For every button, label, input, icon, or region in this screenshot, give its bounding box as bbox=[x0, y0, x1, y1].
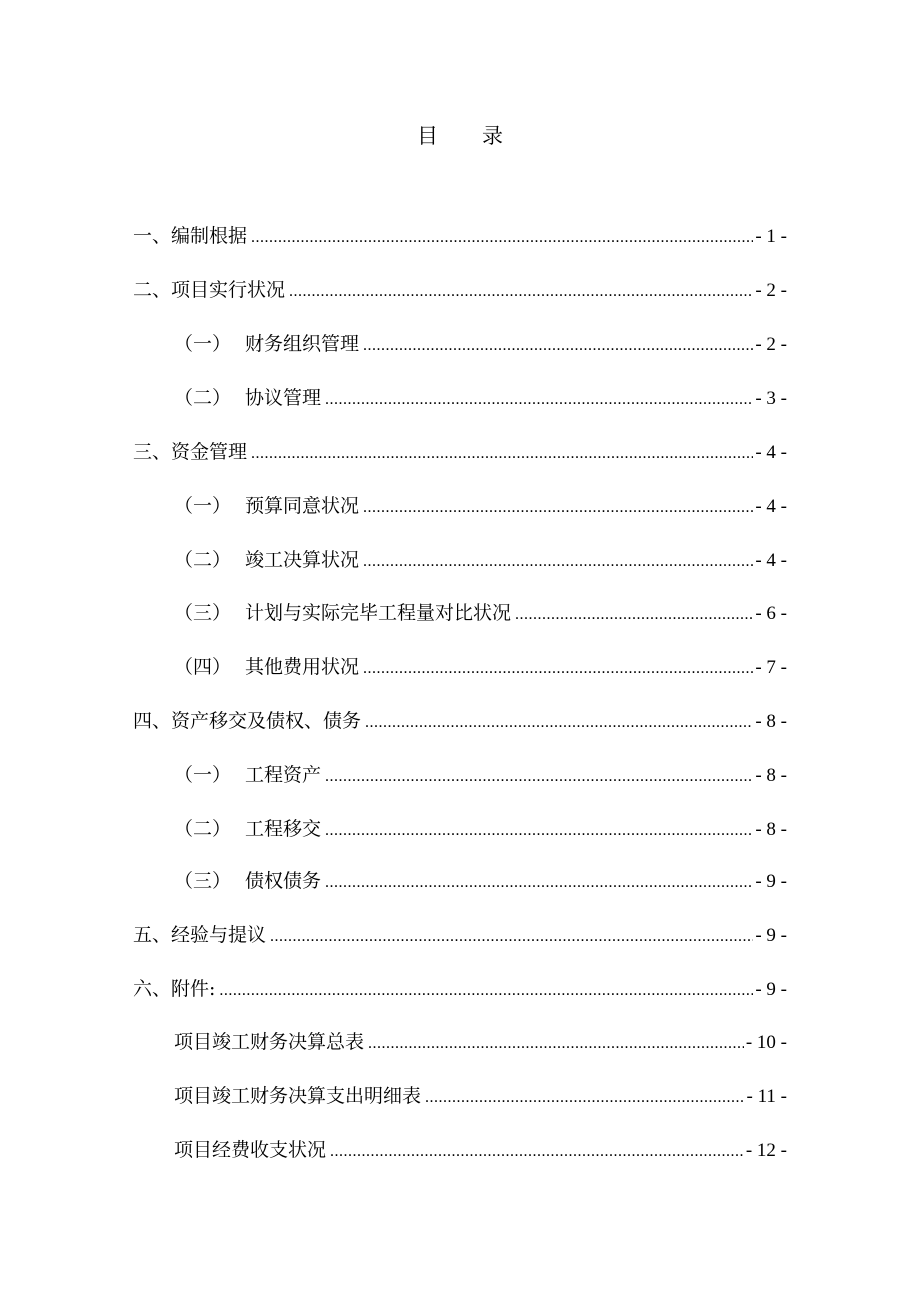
toc-entry-label: 其他费用状况 bbox=[245, 656, 360, 678]
toc-page-number: - 10 - bbox=[745, 1032, 787, 1053]
toc-entry[interactable] bbox=[133, 973, 787, 1005]
toc-entry[interactable] bbox=[174, 1080, 787, 1112]
toc-entry-label: 编制根据 bbox=[171, 225, 248, 247]
toc-entry-label: 协议管理 bbox=[245, 387, 322, 409]
toc-entry-number: （一） bbox=[174, 764, 232, 786]
toc-entry[interactable] bbox=[133, 705, 787, 737]
toc-entry-label: 资产移交及债权、债务 bbox=[171, 710, 362, 732]
toc-page-number: - 6 - bbox=[755, 603, 787, 624]
toc-entry[interactable] bbox=[133, 919, 787, 951]
toc-entry-number: （三） bbox=[174, 602, 232, 624]
toc-page-number: - 2 - bbox=[755, 280, 787, 301]
toc-entry-number: 五、 bbox=[133, 924, 172, 946]
toc-page-number: - 9 - bbox=[755, 871, 787, 892]
toc-entry-label: 工程移交 bbox=[245, 818, 322, 840]
toc-entry[interactable] bbox=[174, 328, 787, 360]
toc-page-number: - 7 - bbox=[755, 657, 787, 678]
toc-entry-number: 四、 bbox=[133, 710, 172, 732]
toc-entry-number: 三、 bbox=[133, 441, 172, 463]
toc-leader-dots bbox=[325, 384, 753, 416]
toc-entry[interactable] bbox=[174, 382, 787, 414]
toc-leader-dots bbox=[251, 438, 753, 470]
toc-entry[interactable] bbox=[174, 597, 787, 629]
toc-leader-dots bbox=[368, 1028, 744, 1060]
toc-page-number: - 4 - bbox=[755, 442, 787, 463]
toc-entry-label: 工程资产 bbox=[245, 764, 322, 786]
toc-entry-label: 项目竣工财务决算支出明细表 bbox=[174, 1085, 422, 1107]
toc-entry[interactable] bbox=[174, 651, 787, 683]
toc-entry[interactable] bbox=[133, 220, 787, 252]
toc-entry-number: （三） bbox=[174, 870, 232, 892]
toc-entry-number: （二） bbox=[174, 387, 232, 409]
toc-page-number: - 11 - bbox=[746, 1086, 787, 1107]
page-title bbox=[0, 120, 920, 150]
toc-leader-dots bbox=[270, 921, 753, 953]
toc-leader-dots bbox=[251, 222, 753, 254]
toc-leader-dots bbox=[289, 276, 753, 308]
toc-leader-dots bbox=[365, 707, 753, 739]
toc-page-number: - 3 - bbox=[755, 388, 787, 409]
toc-leader-dots bbox=[325, 815, 753, 847]
toc-leader-dots bbox=[219, 975, 753, 1007]
toc-page-number: - 4 - bbox=[755, 496, 787, 517]
toc-entry[interactable] bbox=[133, 436, 787, 468]
toc-entry[interactable] bbox=[133, 274, 787, 306]
toc-page-number: - 9 - bbox=[755, 979, 787, 1000]
toc-page-number: - 1 - bbox=[755, 226, 787, 247]
toc-leader-dots bbox=[515, 599, 753, 631]
toc-entry-label: 竣工决算状况 bbox=[245, 549, 360, 571]
toc-leader-dots bbox=[363, 330, 753, 362]
title-char-1: 目 bbox=[417, 124, 438, 148]
toc-entry[interactable] bbox=[174, 490, 787, 522]
toc-entry[interactable] bbox=[174, 1026, 787, 1058]
title-char-2: 录 bbox=[482, 124, 503, 148]
toc-page-number: - 8 - bbox=[755, 819, 787, 840]
toc-entry-label: 债权债务 bbox=[245, 870, 322, 892]
toc-entry-label: 项目经费收支状况 bbox=[174, 1139, 327, 1161]
toc-leader-dots bbox=[325, 867, 753, 899]
toc-leader-dots bbox=[363, 492, 753, 524]
toc-page-number: - 8 - bbox=[755, 765, 787, 786]
toc-page-number: - 4 - bbox=[755, 550, 787, 571]
toc-entry-number: （一） bbox=[174, 495, 232, 517]
toc-entry-number: （二） bbox=[174, 549, 232, 571]
toc-entry-number: 二、 bbox=[133, 279, 172, 301]
toc-page-number: - 2 - bbox=[755, 334, 787, 355]
toc-leader-dots bbox=[363, 546, 753, 578]
toc-entry[interactable] bbox=[174, 813, 787, 845]
toc-entry-number: 六、 bbox=[133, 978, 172, 1000]
toc-entry[interactable] bbox=[174, 544, 787, 576]
toc-page-number: - 8 - bbox=[755, 711, 787, 732]
toc-leader-dots bbox=[325, 761, 753, 793]
toc-leader-dots bbox=[330, 1136, 744, 1168]
toc-leader-dots bbox=[363, 653, 753, 685]
toc-page-number: - 9 - bbox=[755, 925, 787, 946]
toc-entry-label: 预算同意状况 bbox=[245, 495, 360, 517]
toc-entry-number: （二） bbox=[174, 818, 232, 840]
toc-entry-label: 计划与实际完毕工程量对比状况 bbox=[245, 602, 512, 624]
toc-leader-dots bbox=[425, 1082, 745, 1114]
toc-entry-number: （一） bbox=[174, 333, 232, 355]
toc-entry-label: 资金管理 bbox=[171, 441, 248, 463]
toc-entry-label: 经验与提议 bbox=[171, 924, 267, 946]
toc-entry[interactable] bbox=[174, 1134, 787, 1166]
toc-entry-label: 项目实行状况 bbox=[171, 279, 286, 301]
toc-entry[interactable] bbox=[174, 865, 787, 897]
toc-entry-label: 项目竣工财务决算总表 bbox=[174, 1031, 365, 1053]
toc-entry-label: 附件: bbox=[171, 978, 216, 1000]
toc-entry-label: 财务组织管理 bbox=[245, 333, 360, 355]
toc-entry[interactable] bbox=[174, 759, 787, 791]
toc-page-number: - 12 - bbox=[745, 1140, 787, 1161]
toc-entry-number: （四） bbox=[174, 656, 232, 678]
toc-entry-number: 一、 bbox=[133, 225, 172, 247]
